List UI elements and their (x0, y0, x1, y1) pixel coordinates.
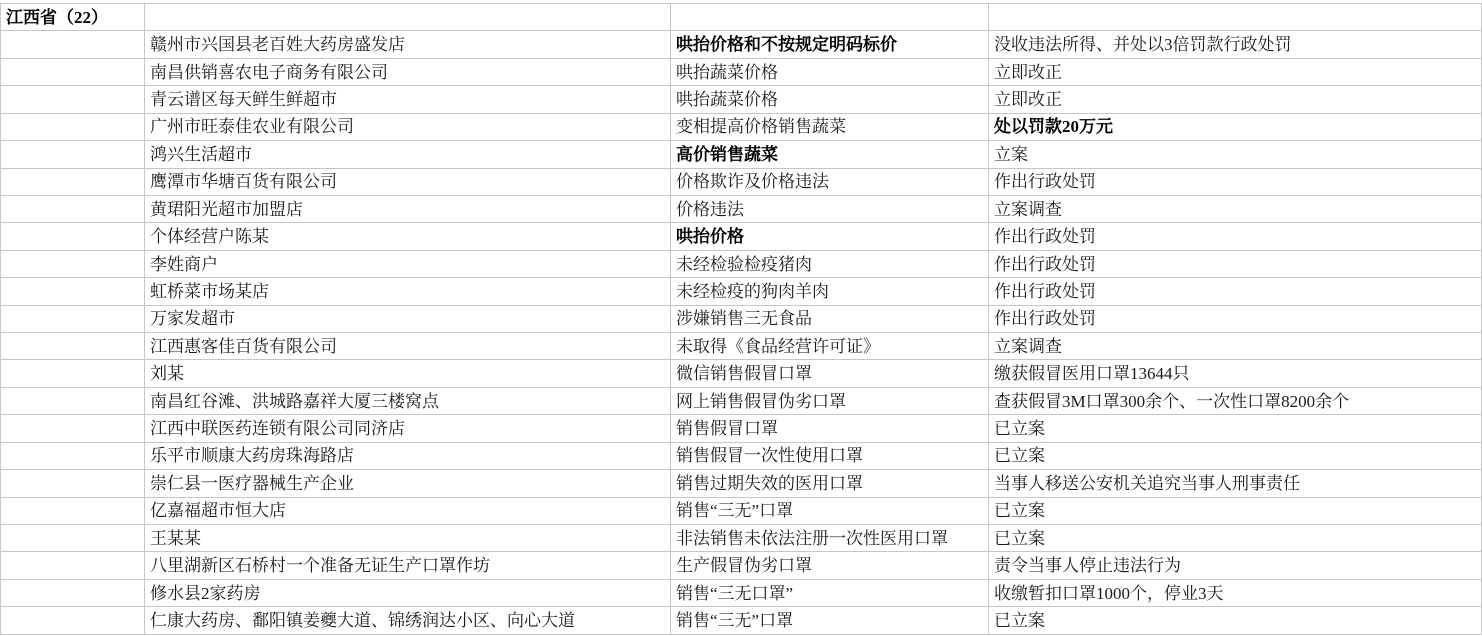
penalty-cell[interactable]: 立即改正 (989, 58, 1482, 85)
table-row (1, 415, 1482, 442)
company-cell[interactable]: 黄珺阳光超市加盟店 (145, 195, 671, 222)
violation-cell[interactable]: 微信销售假冒口罩 (671, 360, 989, 387)
row-index-cell[interactable] (1, 333, 145, 360)
row-index-cell[interactable] (1, 278, 145, 305)
penalty-cell[interactable]: 作出行政处罚 (989, 278, 1482, 305)
row-index-cell[interactable] (1, 497, 145, 524)
violation-cell[interactable]: 哄抬价格和不按规定明码标价 (671, 31, 989, 58)
penalty-cell[interactable]: 处以罚款20万元 (989, 113, 1482, 140)
violation-cell[interactable]: 生产假冒伪劣口罩 (671, 552, 989, 579)
cases-table (0, 3, 1482, 635)
table-body (1, 4, 1482, 635)
table-row (1, 470, 1482, 497)
violation-cell[interactable]: 销售“三无”口罩 (671, 497, 989, 524)
company-cell[interactable]: 江西惠客佳百货有限公司 (145, 333, 671, 360)
table-row (1, 579, 1482, 606)
penalty-cell[interactable]: 作出行政处罚 (989, 223, 1482, 250)
row-index-cell[interactable] (1, 141, 145, 168)
company-cell[interactable]: 王某某 (145, 525, 671, 552)
penalty-cell[interactable]: 已立案 (989, 442, 1482, 469)
company-cell[interactable]: 江西中联医药连锁有限公司同济店 (145, 415, 671, 442)
table-row (1, 333, 1482, 360)
violation-cell[interactable]: 涉嫌销售三无食品 (671, 305, 989, 332)
table-row (1, 607, 1482, 635)
company-cell[interactable]: 个体经营户陈某 (145, 223, 671, 250)
table-row (1, 442, 1482, 469)
violation-cell[interactable]: 销售假冒一次性使用口罩 (671, 442, 989, 469)
company-cell[interactable]: 万家发超市 (145, 305, 671, 332)
row-index-cell[interactable] (1, 607, 145, 635)
table-row (1, 360, 1482, 387)
company-cell[interactable]: 仁康大药房、鄱阳镇姜夔大道、锦绣润达小区、向心大道 (145, 607, 671, 635)
province-header-cell[interactable]: 江西省（22） (1, 4, 145, 31)
penalty-cell[interactable]: 已立案 (989, 415, 1482, 442)
company-cell[interactable]: 虹桥菜市场某店 (145, 278, 671, 305)
penalty-cell[interactable]: 责令当事人停止违法行为 (989, 552, 1482, 579)
row-index-cell[interactable] (1, 442, 145, 469)
violation-cell[interactable]: 哄抬价格 (671, 223, 989, 250)
violation-cell[interactable]: 未取得《食品经营许可证》 (671, 333, 989, 360)
row-index-cell[interactable] (1, 31, 145, 58)
penalty-cell[interactable]: 立即改正 (989, 86, 1482, 113)
row-index-cell[interactable] (1, 552, 145, 579)
row-index-cell[interactable] (1, 525, 145, 552)
company-cell[interactable]: 青云谱区每天鲜生鲜超市 (145, 86, 671, 113)
table-row (1, 195, 1482, 222)
company-cell[interactable]: 八里湖新区石桥村一个准备无证生产口罩作坊 (145, 552, 671, 579)
penalty-cell[interactable]: 没收违法所得、并处以3倍罚款行政处罚 (989, 31, 1482, 58)
table-row (1, 113, 1482, 140)
violation-cell[interactable]: 非法销售未依法注册一次性医用口罩 (671, 525, 989, 552)
empty-cell[interactable] (671, 4, 989, 31)
violation-cell[interactable]: 销售“三无”口罩 (671, 607, 989, 635)
table-row (1, 58, 1482, 85)
row-index-cell[interactable] (1, 86, 145, 113)
row-index-cell[interactable] (1, 250, 145, 277)
company-cell[interactable]: 鹰潭市华塘百货有限公司 (145, 168, 671, 195)
penalty-cell[interactable]: 已立案 (989, 525, 1482, 552)
table-row (1, 552, 1482, 579)
company-cell[interactable]: 刘某 (145, 360, 671, 387)
row-index-cell[interactable] (1, 195, 145, 222)
penalty-cell[interactable]: 当事人移送公安机关追究当事人刑事责任 (989, 470, 1482, 497)
row-index-cell[interactable] (1, 168, 145, 195)
penalty-cell[interactable]: 立案调查 (989, 195, 1482, 222)
violation-cell[interactable]: 销售假冒口罩 (671, 415, 989, 442)
violation-cell[interactable]: 高价销售蔬菜 (671, 141, 989, 168)
row-index-cell[interactable] (1, 360, 145, 387)
table-row (1, 31, 1482, 58)
table-row (1, 305, 1482, 332)
penalty-cell[interactable]: 已立案 (989, 497, 1482, 524)
violation-cell[interactable]: 哄抬蔬菜价格 (671, 58, 989, 85)
row-index-cell[interactable] (1, 58, 145, 85)
row-index-cell[interactable] (1, 387, 145, 414)
violation-cell[interactable]: 未经检验检疫猪肉 (671, 250, 989, 277)
penalty-cell[interactable]: 作出行政处罚 (989, 250, 1482, 277)
empty-cell[interactable] (145, 4, 671, 31)
table-row (1, 497, 1482, 524)
violation-cell[interactable]: 变相提高价格销售蔬菜 (671, 113, 989, 140)
violation-cell[interactable]: 销售过期失效的医用口罩 (671, 470, 989, 497)
table-row (1, 387, 1482, 414)
penalty-cell[interactable]: 立案 (989, 141, 1482, 168)
company-cell[interactable]: 南昌供销喜农电子商务有限公司 (145, 58, 671, 85)
company-cell[interactable]: 赣州市兴国县老百姓大药房盛发店 (145, 31, 671, 58)
violation-cell[interactable]: 销售“三无口罩” (671, 579, 989, 606)
company-cell[interactable]: 崇仁县一医疗器械生产企业 (145, 470, 671, 497)
company-cell[interactable]: 广州市旺泰佳农业有限公司 (145, 113, 671, 140)
penalty-cell[interactable]: 已立案 (989, 607, 1482, 635)
penalty-cell[interactable]: 立案调查 (989, 333, 1482, 360)
company-cell[interactable]: 亿嘉福超市恒大店 (145, 497, 671, 524)
company-cell[interactable]: 鸿兴生活超市 (145, 141, 671, 168)
table-row (1, 250, 1482, 277)
row-index-cell[interactable] (1, 305, 145, 332)
violation-cell[interactable]: 网上销售假冒伪劣口罩 (671, 387, 989, 414)
row-index-cell[interactable] (1, 470, 145, 497)
company-cell[interactable]: 修水县2家药房 (145, 579, 671, 606)
table-row (1, 278, 1482, 305)
violation-cell[interactable]: 价格违法 (671, 195, 989, 222)
empty-cell[interactable] (989, 4, 1482, 31)
row-index-cell[interactable] (1, 113, 145, 140)
table-row (1, 86, 1482, 113)
penalty-cell[interactable]: 查获假冒3M口罩300余个、一次性口罩8200余个 (989, 387, 1482, 414)
table-row (1, 141, 1482, 168)
table-row (1, 525, 1482, 552)
penalty-cell[interactable]: 缴获假冒医用口罩13644只 (989, 360, 1482, 387)
table-row (1, 168, 1482, 195)
penalty-cell[interactable]: 作出行政处罚 (989, 305, 1482, 332)
row-index-cell[interactable] (1, 579, 145, 606)
violation-cell[interactable]: 未经检疫的狗肉羊肉 (671, 278, 989, 305)
violation-cell[interactable]: 价格欺诈及价格违法 (671, 168, 989, 195)
row-index-cell[interactable] (1, 223, 145, 250)
company-cell[interactable]: 李姓商户 (145, 250, 671, 277)
table-row (1, 223, 1482, 250)
violation-cell[interactable]: 哄抬蔬菜价格 (671, 86, 989, 113)
province-header-row (1, 4, 1482, 31)
penalty-cell[interactable]: 收缴暂扣口罩1000个，停业3天 (989, 579, 1482, 606)
penalty-cell[interactable]: 作出行政处罚 (989, 168, 1482, 195)
row-index-cell[interactable] (1, 415, 145, 442)
company-cell[interactable]: 南昌红谷滩、洪城路嘉祥大厦三楼窝点 (145, 387, 671, 414)
company-cell[interactable]: 乐平市顺康大药房珠海路店 (145, 442, 671, 469)
